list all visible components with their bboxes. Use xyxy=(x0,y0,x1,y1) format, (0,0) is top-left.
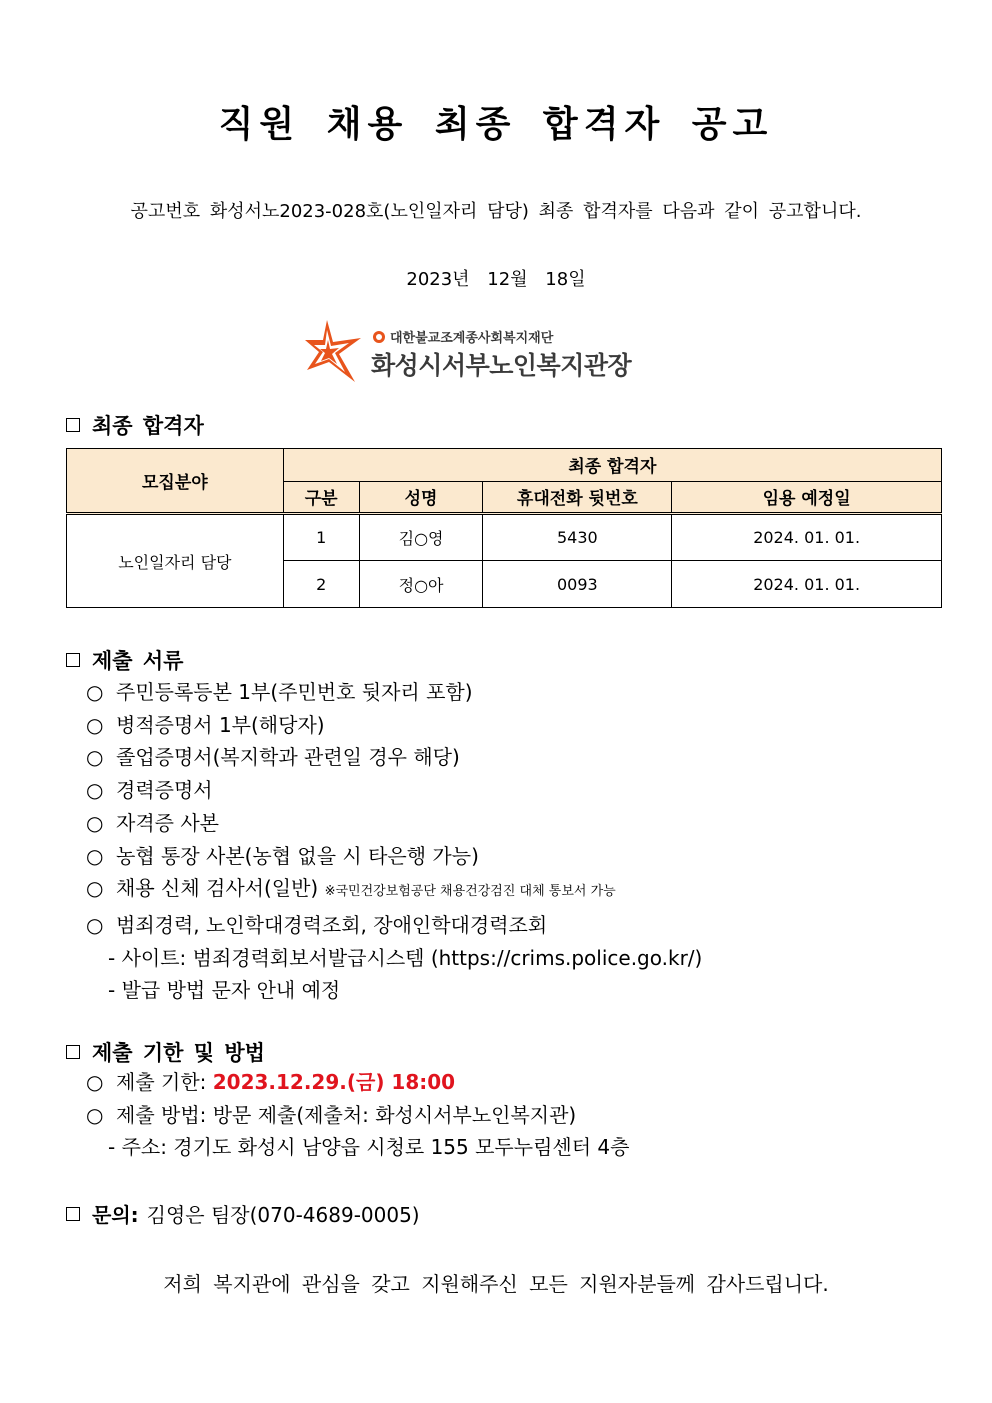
header-group: 최종 합격자 xyxy=(283,449,941,482)
circle-bullet-icon: ○ xyxy=(86,843,104,868)
table-header-row xyxy=(67,449,942,482)
header-date: 임용 예정일 xyxy=(672,481,942,514)
list-item: ○ 범죄경력, 노인학대경력조회, 장애인학대경력조회 xyxy=(86,909,702,942)
intro-text: 공고번호 화성서노2023-028호(노인일자리 담당) 최종 합격자를 다음과 같이 공고합니다. xyxy=(130,201,862,222)
circle-bullet-icon: ○ xyxy=(86,778,104,803)
organization-logo xyxy=(303,318,633,386)
contact-value: 김영은 팀장(070-4689-0005) xyxy=(146,1203,420,1227)
logo-center-name: 화성시서부노인복지관장 xyxy=(371,351,632,380)
final-passers-table xyxy=(66,448,942,608)
issue-method-note: - 발급 방법 문자 안내 예정 xyxy=(108,978,341,1003)
cell-name: 김○영 xyxy=(359,514,483,561)
table-row xyxy=(67,514,942,561)
list-item: ○ 농협 통장 사본(농협 없을 시 타은행 가능) xyxy=(86,840,702,873)
address-note: - 주소: 경기도 화성시 남양읍 시청로 155 모두누림센터 4층 xyxy=(108,1135,630,1160)
closing-message: 저희 복지관에 관심을 갖고 지원해주신 모든 지원자분들께 감사드립니다. xyxy=(163,1272,829,1296)
circle-bullet-icon: ○ xyxy=(86,810,104,835)
circle-bullet-icon: ○ xyxy=(86,745,104,770)
documents-list xyxy=(86,676,702,1007)
list-item: ○ 주민등록등본 1부(주민번호 뒷자리 포함) xyxy=(86,676,702,709)
square-bullet-icon xyxy=(66,1207,80,1221)
cell-field: 노인일자리 담당 xyxy=(67,514,284,608)
header-phone: 휴대전화 뒷번호 xyxy=(483,481,672,514)
announcement-date: 2023년 12월 18일 xyxy=(406,269,586,290)
star-logo-icon xyxy=(303,318,363,384)
logo-foundation: 대한불교조계종사회복지재단 xyxy=(373,327,553,346)
square-bullet-icon xyxy=(66,1045,80,1059)
deadline-value: 2023.12.29.(금) 18:00 xyxy=(212,1070,456,1094)
cell-date: 2024. 01. 01. xyxy=(672,514,942,561)
circle-bullet-icon: ○ xyxy=(86,876,104,901)
list-item: ○ 채용 신체 검사서(일반) ※국민건강보험공단 채용건강검진 대체 통보서 가능 xyxy=(86,872,702,909)
foundation-emblem-icon xyxy=(373,331,385,343)
header-name: 성명 xyxy=(359,481,483,514)
cell-no: 2 xyxy=(283,561,359,608)
square-bullet-icon xyxy=(66,653,80,667)
header-field: 모집분야 xyxy=(67,449,284,514)
list-item: ○ 제출 방법: 방문 제출(제출처: 화성시서부노인복지관) xyxy=(86,1099,629,1132)
list-item: ○ 자격증 사본 xyxy=(86,807,702,840)
cell-phone: 5430 xyxy=(483,514,672,561)
circle-bullet-icon: ○ xyxy=(86,1102,104,1127)
cell-phone: 0093 xyxy=(483,561,672,608)
square-bullet-icon xyxy=(66,418,80,432)
circle-bullet-icon: ○ xyxy=(86,912,104,937)
site-note: - 사이트: 범죄경력회보서발급시스템 (https://crims.police.go.kr/) xyxy=(108,945,703,970)
circle-bullet-icon: ○ xyxy=(86,680,104,704)
page-title: 직원 채용 최종 합격자 공고 xyxy=(218,104,774,145)
section-deadline-heading: 제출 기한 및 방법 xyxy=(66,1037,265,1067)
cell-date: 2024. 01. 01. xyxy=(672,561,942,608)
circle-bullet-icon: ○ xyxy=(86,712,104,737)
deadline-list xyxy=(86,1066,629,1164)
contact-info xyxy=(66,1199,420,1228)
list-item: ○ 제출 기한: 2023.12.29.(금) 18:00 xyxy=(86,1066,629,1099)
header-no: 구분 xyxy=(283,481,359,514)
list-item: ○ 병적증명서 1부(해당자) xyxy=(86,709,702,742)
section-documents-heading: 제출 서류 xyxy=(66,645,183,675)
health-check-note: ※국민건강보험공단 채용건강검진 대체 통보서 가능 xyxy=(324,884,616,900)
cell-no: 1 xyxy=(283,514,359,561)
contact-label: 문의: xyxy=(92,1203,139,1227)
list-item: ○ 경력증명서 xyxy=(86,774,702,807)
cell-name: 정○아 xyxy=(359,561,483,608)
circle-bullet-icon: ○ xyxy=(86,1070,104,1094)
section-final-passers-heading: 최종 합격자 xyxy=(66,410,204,440)
list-item: ○ 졸업증명서(복지학과 관련일 경우 해당) xyxy=(86,741,702,774)
